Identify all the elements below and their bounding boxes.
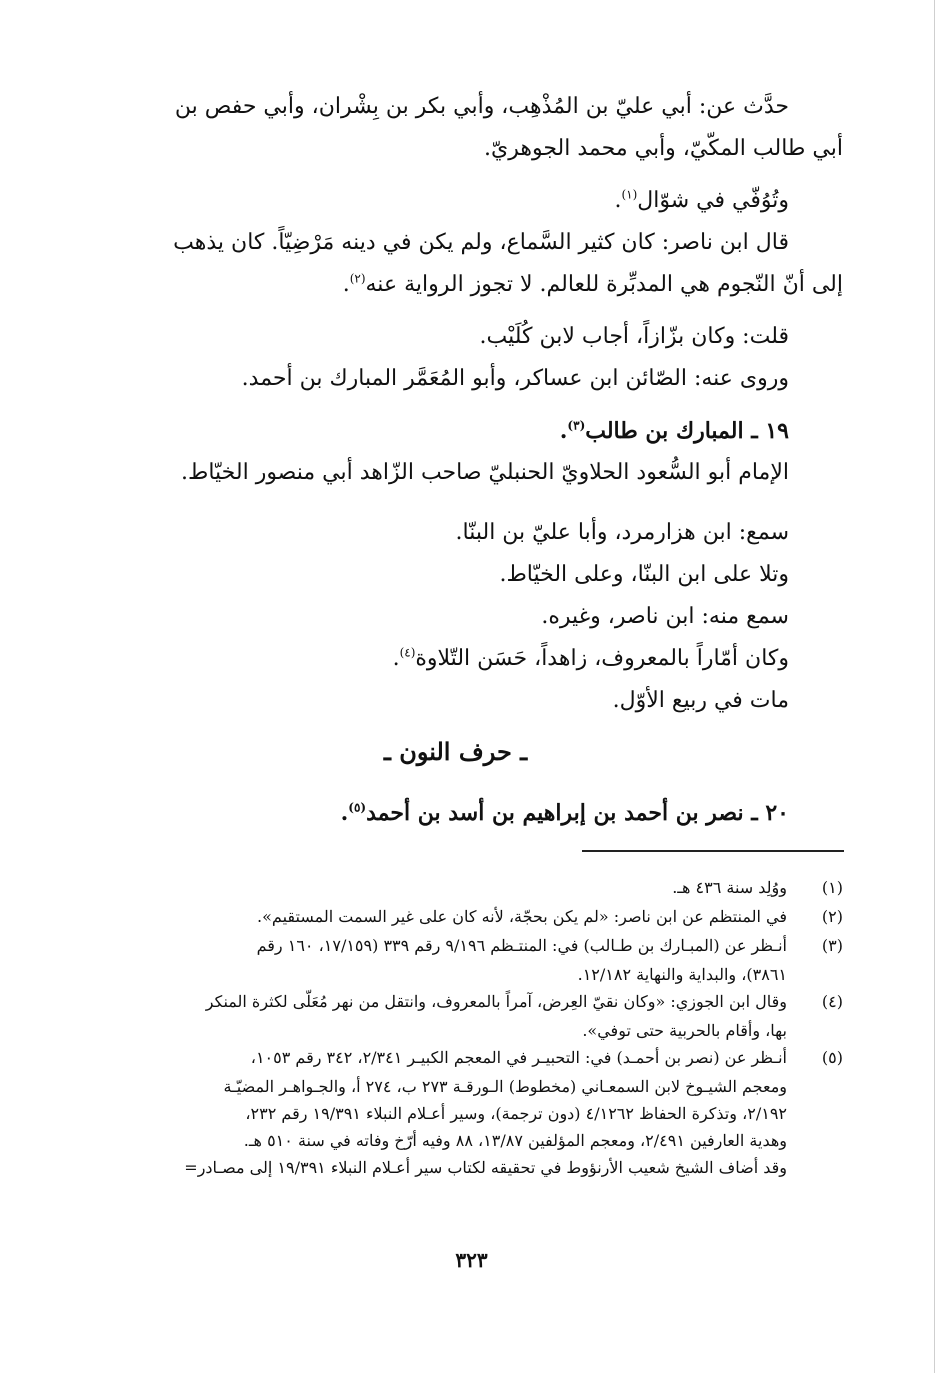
footnote-5-continued: وهدية العارفين ٢/٤٩١، ومعجم المؤلفين ١٣/٨٧، ٨٨ وفيه أرّخ وفاته في سنة ٥١٠ هـ. [243,1131,787,1150]
footnote-ref-3: (٣) [567,418,586,433]
footnote-ref-2: (٢) [349,271,366,286]
main-text [128,86,843,834]
footnote-text: أنـظر عن (نصر بن أحمـد) في: التحبيـر في المعجم الكبيـر ٢/٣٤١، ٣٤٢ رقم ١٠٥٣، [250,1048,787,1067]
footnote-ref-1: (١) [621,187,638,202]
footnote-text: ووُلِد سنة ٤٣٦ هـ. [672,878,787,897]
paragraph-1-line-1: حدَّث عن: أبي عليّ بن المُذْهِب، وأبي بكر بن بِشْران، وأبي حفص بن [174,94,789,119]
paragraph-2-text: وتُوُفّي في شوّال [637,188,789,213]
entry-20-title: ٢٠ ـ نصر بن أحمد بن إبراهيم بن أسد بن أحمد [366,800,789,826]
paragraph-10-end: . [392,646,400,671]
footnote-number: (٣) [821,936,843,955]
entry-19-title: ١٩ ـ المبارك بن طالب [585,418,789,444]
paragraph-3-end: . [342,272,350,297]
footnote-1 [128,874,843,901]
page-edge-line [934,0,935,1373]
paragraph-2-end: . [614,188,622,213]
paragraph-4: قلت: وكان بزّازاً، أجاب لابن كُلَيْب. [479,324,789,349]
footnote-4-continued: بها، وأقام بالحربية حتى توفي». [582,1021,787,1040]
paragraph-2 [128,180,843,222]
entry-19-heading [128,410,843,452]
footnote-ref-5: (٥) [348,800,367,815]
paragraph-8: وتلا على ابن البنّا، وعلى الخيّاط. [499,562,789,587]
paragraph-11: مات في ربيع الأوّل. [612,688,789,713]
footnote-number: (٢) [821,907,843,926]
paragraph-7: سمع: ابن هزارمرد، وأبا عليّ بن البنّا. [455,520,789,545]
footnote-number: (١) [821,878,843,897]
footnotes [128,874,843,1181]
entry-20-heading [128,792,843,834]
page-number: ٣٢٣ [455,1248,488,1272]
footnote-text: أنـظر عن (المبـارك بن طـالب) في: المنتـظم ٩/١٩٦ رقم ٣٣٩ (١٧/١٥٩، ١٦٠ رقم [256,936,787,955]
paragraph-10-text: وكان أمّاراً بالمعروف، زاهداً، حَسَن التّلاوة [415,646,789,671]
paragraph-10 [128,638,843,680]
footnote-5-continued: ٢/١٩٢، وتذكرة الحفاظ ٤/١٢٦٢ (دون ترجمة)، وسير أعـلام النبلاء ١٩/٣٩١ رقم ٢٣٢، [245,1104,787,1123]
footnote-3-continued: ٣٨٦١)، والبداية والنهاية ١٢/١٨٢. [577,965,787,984]
footnote-4 [128,988,843,1015]
paragraph-3-line-1: قال ابن ناصر: كان كثير السَّماع، ولم يكن في دينه مَرْضِيّاً. كان يذهب [173,230,789,255]
paragraph-1-line-2: أبي طالب المكّيّ، وأبي محمد الجوهريّ. [484,136,843,161]
footnote-text: وقال ابن الجوزي: «وكان نقيّ العِرض، آمراً بالمعروف، وانتقل من نهر مُعَلّى لكثرة المنكر [205,992,787,1011]
footnote-5-continued: ومعجم الشيـوخ لابن السمعـاني (مخطوط) الـورقـة ٢٧٣ ب، ٢٧٤ أ، والجـواهـر المضيّـة [223,1077,787,1096]
paragraph-3-line-2 [128,264,843,306]
section-heading: ـ حرف النون ـ [383,737,528,766]
footnote-3 [128,932,843,959]
footnote-number: (٥) [821,1048,843,1067]
paragraph-6: الإمام أبو السُّعود الحلاويّ الحنبليّ صاحب الزّاهد أبي منصور الخيّاط. [181,460,789,485]
footnote-5 [128,1044,843,1071]
entry-20-end: . [340,800,349,826]
paragraph-5: وروى عنه: الصّائن ابن عساكر، وأبو المُعَمَّر المبارك بن أحمد. [241,366,789,391]
footnote-ref-4: (٤) [399,645,416,660]
footnote-divider [582,850,844,852]
footnote-5-continued: وقد أضاف الشيخ شعيب الأرنؤوط في تحقيقه لكتاب سير أعـلام النبلاء ١٩/٣٩١ إلى مصـادر= [184,1158,787,1177]
footnote-number: (٤) [821,992,843,1011]
footnote-2 [128,903,843,930]
entry-19-end: . [559,418,568,444]
footnote-text: في المنتظم عن ابن ناصر: «لم يكن بحجّة، لأنه كان على غير السمت المستقيم». [257,907,787,926]
paragraph-9: سمع منه: ابن ناصر، وغيره. [541,604,789,629]
paragraph-3-text: إلى أنّ النّجوم هي المدبِّرة للعالم. لا تجوز الرواية عنه [365,272,843,297]
